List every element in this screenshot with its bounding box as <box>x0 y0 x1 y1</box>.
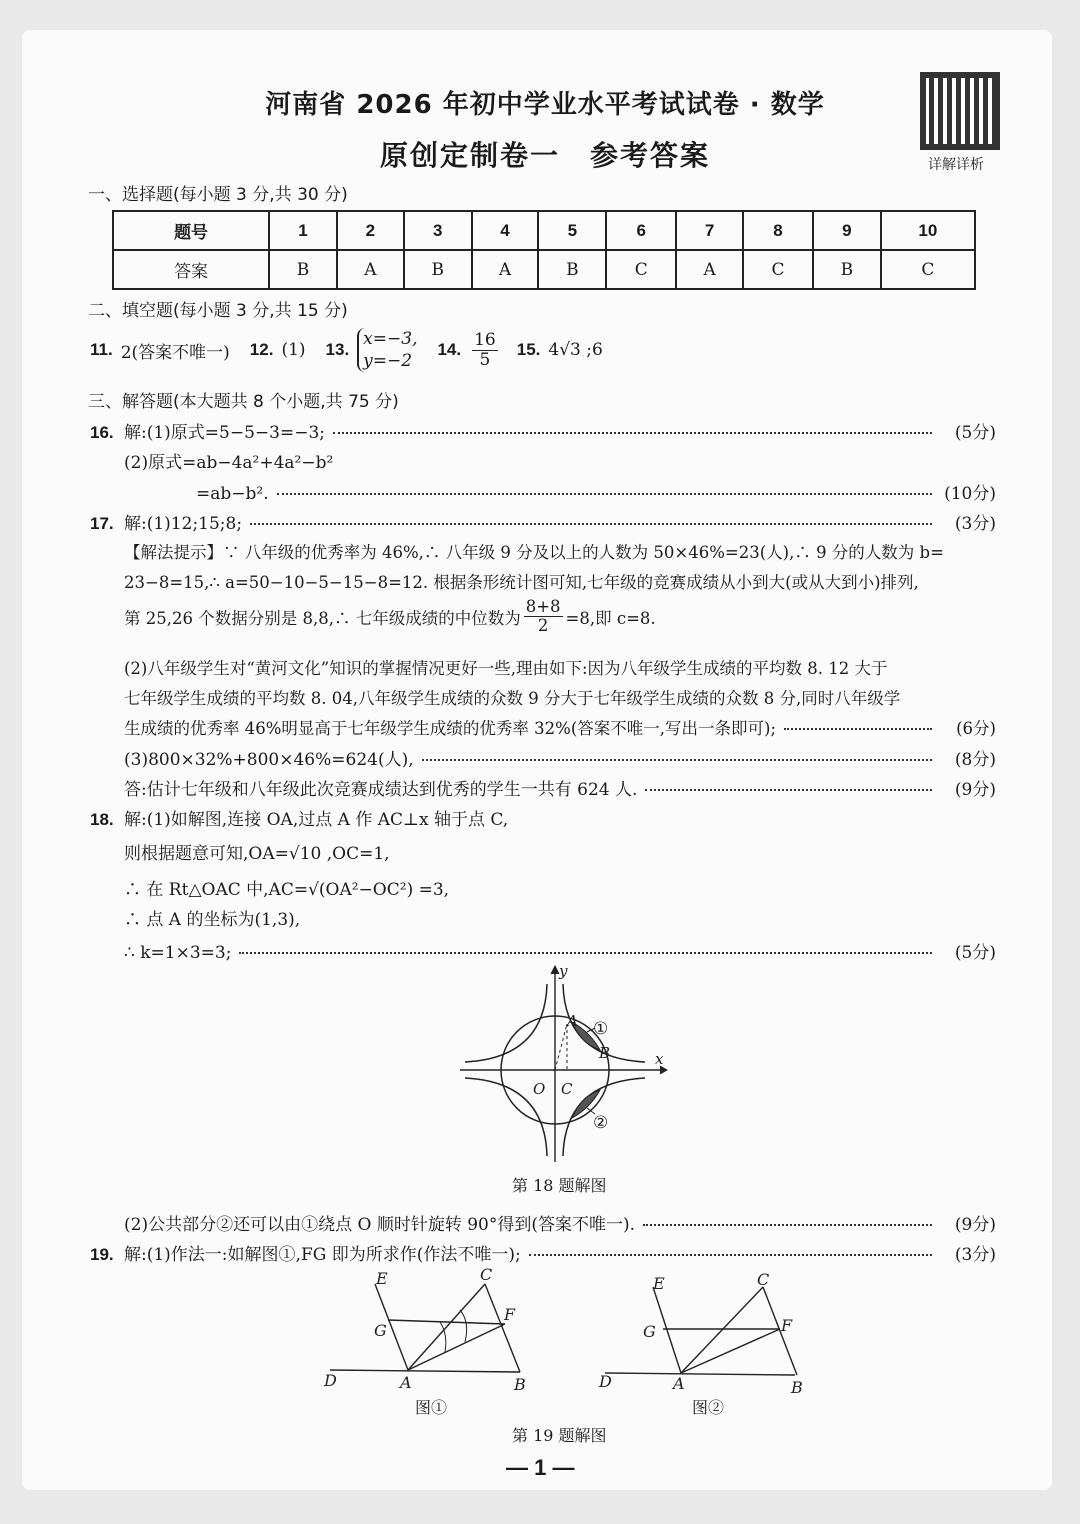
score: (6分) <box>956 719 996 738</box>
label-a: A <box>400 1373 412 1392</box>
solution-text: ∴ k=1×3=3; <box>124 943 232 963</box>
table-cell: A <box>676 250 743 289</box>
q-num: 15. <box>516 340 541 360</box>
solution-text: 解:(1)原式=5−5−3=−3; <box>124 423 326 443</box>
fraction <box>524 598 563 635</box>
dotted-leader <box>643 1224 932 1226</box>
table-cell: 7 <box>676 211 743 250</box>
numerator: 8+8 <box>525 597 561 616</box>
score: (5分) <box>954 943 996 963</box>
score: (9分) <box>954 1215 996 1235</box>
denominator: 2 <box>537 616 549 636</box>
answer: 4√3 ;6 <box>548 340 603 361</box>
q17-p4 <box>124 775 996 800</box>
label-c: C <box>757 1270 770 1289</box>
table-cell: 5 <box>538 211 606 250</box>
solution-text: (2)八年级学生对“黄河文化”知识的掌握情况更好一些,理由如下:因为八年级学生成绩的平均数 8. 12 大于 <box>124 659 888 678</box>
q17-p2c <box>124 715 996 739</box>
q-num: 16. <box>90 423 114 442</box>
solution-text: (2)公共部分②还可以由①绕点 O 顺时针旋转 90°得到(答案不唯一). <box>124 1215 636 1235</box>
label-f: F <box>781 1316 793 1335</box>
hint-text: 23−8=15,∴ a=50−10−5−15−8=12. 根据条形统计图可知,七年级的竞赛成绩从小到大(或从大到小)排列, <box>124 573 919 592</box>
table-cell: C <box>606 250 676 289</box>
q18-figure <box>455 962 675 1167</box>
q-num: 19. <box>90 1245 114 1264</box>
solution-text: 答:估计七年级和八年级此次竞赛成绩达到优秀的学生一共有 624 人. <box>124 780 638 800</box>
dotted-leader <box>784 728 932 730</box>
label-b: B <box>791 1378 803 1395</box>
section-solve-title: 三、解答题(本大题共 8 个小题,共 75 分) <box>88 392 399 412</box>
qr-code-icon[interactable] <box>920 72 1000 150</box>
figure-label: 图① <box>415 1398 448 1417</box>
page-number: — 1 — <box>506 1455 575 1480</box>
q-num: 12. <box>249 340 274 360</box>
score: (8分) <box>954 750 996 770</box>
denominator: 5 <box>479 349 491 370</box>
q-num: 11. <box>90 340 113 360</box>
table-cell: 8 <box>743 211 813 250</box>
dotted-leader <box>645 789 932 791</box>
table-row <box>113 250 975 289</box>
solution-text: 解:(1)12;15;8; <box>124 514 243 534</box>
solution-text: 七年级学生成绩的平均数 8. 04,八年级学生成绩的众数 9 分大于七年级学生成绩的众数 8 分,同时八年级学 <box>124 689 901 708</box>
solution-text: ∴ 点 A 的坐标为(1,3), <box>124 910 301 930</box>
label-d: D <box>599 1372 612 1391</box>
dotted-leader <box>277 493 932 495</box>
dotted-leader <box>422 759 932 761</box>
label-y: y <box>559 962 568 980</box>
dotted-leader <box>250 523 932 525</box>
table-cell: 4 <box>472 211 539 250</box>
score: (9分) <box>954 780 996 800</box>
numerator: 16 <box>474 329 496 350</box>
q19-figure2 <box>595 1265 815 1395</box>
hint-text: 【解法提示】∵ 八年级的优秀率为 46%,∴ 八年级 9 分及以上的人数为 50×46%=23(人),∴ 9 分的人数为 b= <box>124 543 944 562</box>
score: (3分) <box>954 1245 996 1265</box>
answer-key-subtitle: 原创定制卷一 参考答案 <box>379 139 710 172</box>
equation: y=−2 <box>363 351 413 372</box>
solution-text: 生成绩的优秀率 46%明显高于七年级学生成绩的优秀率 32%(答案不唯一,写出一条即可); <box>124 719 777 738</box>
table-cell: 3 <box>404 211 472 250</box>
q-num: 13. <box>325 340 350 360</box>
table-cell: 2 <box>337 211 404 250</box>
q17-p3 <box>124 745 996 770</box>
table-cell: 10 <box>881 211 975 250</box>
table-row <box>113 211 975 250</box>
score: (3分) <box>954 514 996 534</box>
table-cell: 6 <box>606 211 676 250</box>
solution-text: 则根据题意可知,OA=√10 ,OC=1, <box>124 844 390 864</box>
equation-system <box>357 328 417 372</box>
dashed-oa <box>555 1024 567 1070</box>
qr-label: 详解详析 <box>928 157 984 173</box>
q19-figure1 <box>320 1262 540 1392</box>
row-label: 答案 <box>113 250 269 289</box>
q18-part2 <box>124 1210 996 1235</box>
exam-title: 河南省 2026 年初中学业水平考试试卷 · 数学 <box>265 90 825 120</box>
label-d: D <box>324 1371 337 1390</box>
label-x: x <box>655 1050 664 1068</box>
hint-text: 第 25,26 个数据分别是 8,8,∴ 七年级成绩的中位数为 <box>124 608 521 628</box>
label-region2: ② <box>593 1113 609 1133</box>
table-cell: B <box>813 250 881 289</box>
q17-line1 <box>90 509 996 534</box>
label-g: G <box>643 1322 656 1341</box>
q-num: 17. <box>90 514 114 533</box>
table-cell: 9 <box>813 211 881 250</box>
q19-line1 <box>90 1240 996 1265</box>
label-c: C <box>561 1080 573 1098</box>
row-label: 题号 <box>113 211 269 250</box>
table-cell: 1 <box>269 211 337 250</box>
figure-caption: 第 19 题解图 <box>512 1426 607 1445</box>
hint-line3 <box>124 598 656 635</box>
dotted-leader <box>239 952 932 954</box>
score: (10分) <box>944 484 996 504</box>
table-cell: C <box>743 250 813 289</box>
q16-line3 <box>196 479 996 504</box>
table-cell: B <box>404 250 472 289</box>
label-a: A <box>673 1374 685 1393</box>
solution-text: (2)原式=ab−4a²+4a²−b² <box>124 453 334 473</box>
solution-text: ∴ 在 Rt△OAC 中,AC=√(OA²−OC²) =3, <box>124 880 450 900</box>
y-arrow-icon <box>551 966 559 974</box>
q16-line1 <box>90 418 996 443</box>
label-region1: ① <box>593 1019 609 1039</box>
q18-line1 <box>90 805 508 830</box>
label-b: B <box>514 1375 526 1392</box>
dotted-leader <box>529 1254 932 1256</box>
section-fill-title: 二、填空题(每小题 3 分,共 15 分) <box>88 301 348 321</box>
table-cell: B <box>269 250 337 289</box>
equation: x=−3, <box>363 329 418 349</box>
q18-line5 <box>124 938 996 963</box>
figure-label: 图② <box>692 1398 725 1417</box>
score: (5分) <box>954 423 996 443</box>
fraction <box>472 331 498 369</box>
solution-text: 解:(1)如解图,连接 OA,过点 A 作 AC⊥x 轴于点 C, <box>124 810 509 830</box>
section-choice-title: 一、选择题(每小题 3 分,共 30 分) <box>88 185 348 205</box>
solution-text: =ab−b². <box>196 484 269 504</box>
choice-answer-table <box>112 210 976 290</box>
label-o: O <box>533 1080 546 1098</box>
label-g: G <box>374 1321 387 1340</box>
label-b: B <box>599 1044 611 1062</box>
table-cell: A <box>472 250 539 289</box>
label-f: F <box>504 1305 516 1324</box>
table-cell: B <box>538 250 606 289</box>
label-a: A <box>567 1012 578 1030</box>
label-c: C <box>480 1265 493 1284</box>
table-cell: C <box>881 250 975 289</box>
table-cell: A <box>337 250 404 289</box>
solution-text: (3)800×32%+800×46%=624(人), <box>124 750 414 770</box>
fill-answers <box>90 328 603 372</box>
q-num: 18. <box>90 810 114 829</box>
label-e: E <box>653 1274 665 1293</box>
answer: 2(答案不唯一) <box>120 342 230 363</box>
label-e: E <box>376 1269 388 1288</box>
solution-text: 解:(1)作法一:如解图①,FG 即为所求作(作法不唯一); <box>124 1245 521 1265</box>
figure-caption: 第 18 题解图 <box>512 1176 607 1195</box>
hint-text: =8,即 c=8. <box>565 608 656 628</box>
q-num: 14. <box>437 340 462 360</box>
dotted-leader <box>333 432 932 434</box>
answer: (1) <box>281 340 306 361</box>
